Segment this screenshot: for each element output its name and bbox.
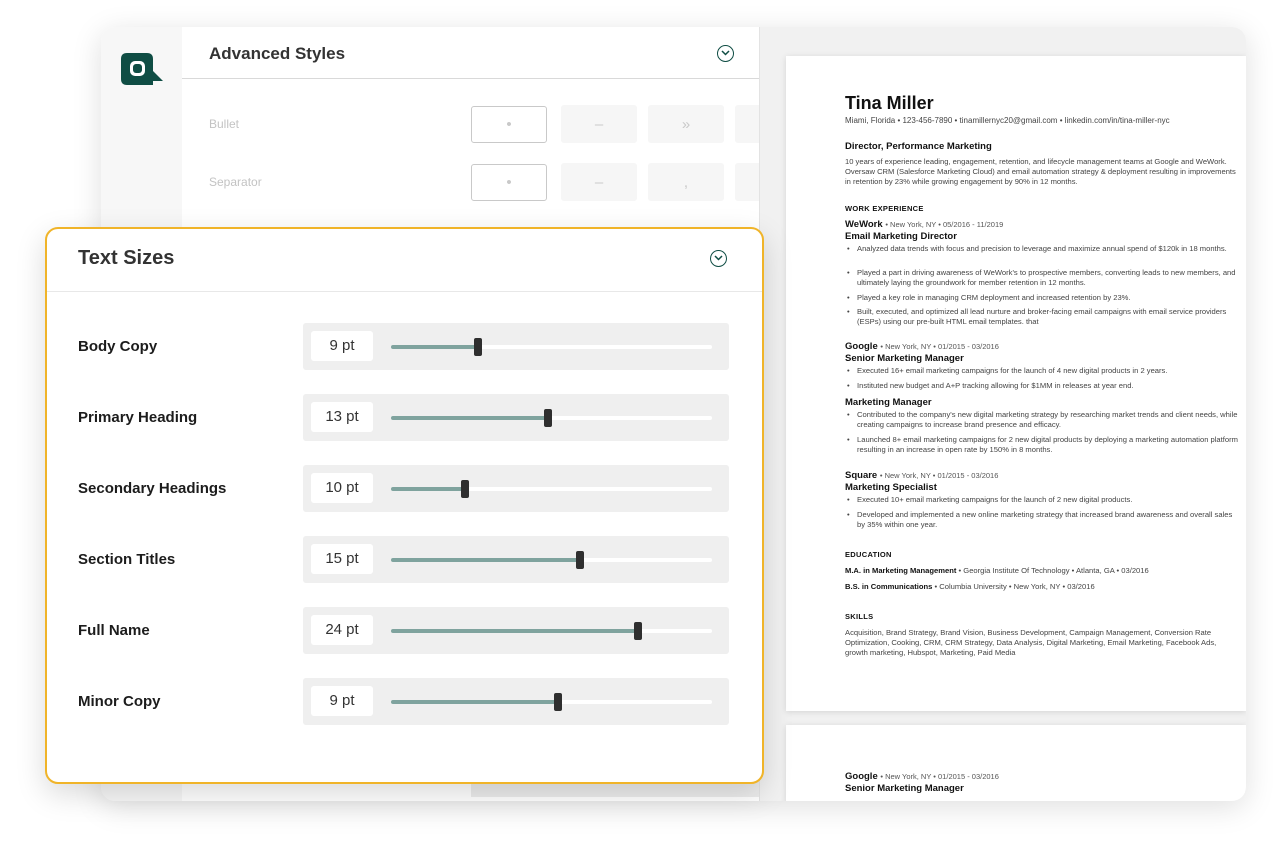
- advanced-styles-title: Advanced Styles: [209, 44, 346, 63]
- size-control: [303, 394, 729, 441]
- size-slider-thumb[interactable]: [544, 409, 552, 427]
- size-row-primary-heading: [47, 394, 762, 442]
- job-company: WeWork • New York, NY • 05/2016 - 11/2019: [845, 219, 1004, 230]
- separator-option-dash[interactable]: –: [561, 163, 637, 201]
- size-value-input[interactable]: 24 pt: [311, 615, 373, 645]
- job-bullet: • Contributed to the company's new digital marketing strategy by researching market trends and client needs, while creating campaigns to increase brand presence and efficacy.: [845, 410, 1239, 430]
- skills-list: Acquisition, Brand Strategy, Brand Vision, Business Development, Campaign Management, Conversion Rate Optimization, Cooking, CRM, CRM Strategy, Data Analysis, Digital Marketing, Email Marketing, Facebook Ads, growth marketing, Hubspot, Marketing, Paid Media: [845, 628, 1217, 657]
- size-row-secondary-headings: [47, 465, 762, 513]
- resume-headline: Director, Performance Marketing: [845, 141, 992, 152]
- job-bullet: • Analyzed data trends with focus and precision to leverage and maximize annual spend of $120k in 18 months.: [845, 244, 1239, 254]
- text-sizes-title: Text Sizes: [78, 247, 175, 269]
- size-row-section-titles: [47, 536, 762, 584]
- size-slider-fill: [391, 416, 548, 420]
- advanced-styles-header[interactable]: [182, 27, 759, 79]
- job-bullet: • Instituted new budget and A+P tracking allowing for $1MM in releases at year end.: [845, 381, 1239, 391]
- resume-page-2: [786, 725, 1246, 801]
- chevron-down-icon[interactable]: [717, 45, 734, 62]
- size-slider-thumb[interactable]: [576, 551, 584, 569]
- size-slider-track[interactable]: [391, 700, 712, 704]
- resume-page-1: [786, 56, 1246, 711]
- size-label: Primary Heading: [78, 409, 198, 426]
- job-bullet: • Played a key role in managing CRM deployment and increased retention by 23%.: [845, 293, 1239, 303]
- education-section-title: EDUCATION: [845, 550, 892, 559]
- size-slider-track[interactable]: [391, 629, 712, 633]
- size-row-minor-copy: [47, 678, 762, 726]
- size-slider-thumb[interactable]: [461, 480, 469, 498]
- separator-option-dot[interactable]: •: [471, 164, 547, 201]
- app-logo-icon[interactable]: [117, 49, 167, 91]
- size-label: Body Copy: [78, 338, 158, 355]
- size-value-input[interactable]: 9 pt: [311, 686, 373, 716]
- education-item: M.A. in Marketing Management • Georgia Institute Of Technology • Atlanta, GA • 03/2016: [845, 566, 1149, 575]
- job-company: Google • New York, NY • 01/2015 - 03/2016: [845, 341, 999, 352]
- job-role: Senior Marketing Manager: [845, 353, 964, 364]
- job-bullet: • Launched 8+ email marketing campaigns for 2 new digital products by deploying a marketing automation platform resulting in an increase in open rate by 150% in 8 months.: [845, 435, 1239, 455]
- size-control: [303, 323, 729, 370]
- resume-contact: Miami, Florida • 123-456-7890 • tinamillernyc20@gmail.com • linkedin.com/in/tina-miller-nyc: [845, 116, 1170, 125]
- size-slider-track[interactable]: [391, 558, 712, 562]
- bullet-label: Bullet: [209, 117, 240, 131]
- work-section-title: WORK EXPERIENCE: [845, 204, 924, 213]
- text-sizes-header[interactable]: [47, 229, 762, 292]
- size-control: [303, 536, 729, 583]
- size-slider-thumb[interactable]: [474, 338, 482, 356]
- job-bullet: • Executed 10+ email marketing campaigns for the launch of 2 new digital products.: [845, 495, 1239, 505]
- job-bullet: • Built, executed, and optimized all lead nurture and broker-facing email campaigns with email service providers (ESPs) using our pre-built HTML email templates. that: [845, 307, 1239, 327]
- size-slider-track[interactable]: [391, 345, 712, 349]
- chevron-down-icon[interactable]: [710, 250, 727, 267]
- size-slider-fill: [391, 558, 580, 562]
- size-slider-track[interactable]: [391, 487, 712, 491]
- resume-name: Tina Miller: [845, 93, 934, 113]
- size-label: Full Name: [78, 622, 150, 639]
- size-slider-fill: [391, 345, 478, 349]
- size-label: Minor Copy: [78, 693, 161, 710]
- size-slider-track[interactable]: [391, 416, 712, 420]
- size-row-body-copy: [47, 323, 762, 371]
- size-label: Section Titles: [78, 551, 176, 568]
- job-bullet: • Executed 16+ email marketing campaigns for the launch of 4 new digital products in 2 years.: [845, 366, 1239, 376]
- size-control: [303, 678, 729, 725]
- size-slider-fill: [391, 629, 638, 633]
- job-role: Email Marketing Director: [845, 231, 957, 242]
- bullet-option-chevrons[interactable]: »: [648, 105, 724, 143]
- size-value-input[interactable]: 10 pt: [311, 473, 373, 503]
- size-slider-fill: [391, 487, 465, 491]
- job-company: Square • New York, NY • 01/2015 - 03/2016: [845, 470, 999, 481]
- size-slider-fill: [391, 700, 558, 704]
- size-control: [303, 465, 729, 512]
- size-value-input[interactable]: 15 pt: [311, 544, 373, 574]
- size-row-full-name: [47, 607, 762, 655]
- size-slider-thumb[interactable]: [554, 693, 562, 711]
- bullet-option-dash[interactable]: –: [561, 105, 637, 143]
- job-role: Senior Marketing Manager: [845, 783, 964, 794]
- size-value-input[interactable]: 9 pt: [311, 331, 373, 361]
- size-value-input[interactable]: 13 pt: [311, 402, 373, 432]
- resume-summary: 10 years of experience leading, engagement, retention, and lifecycle management teams at Google and WeWork. Oversaw CRM (Salesforce Marketing Cloud) and email automation strategy & deployment resulting in improvements in retention by 23% while growing engagement by 90% in 12 months.: [845, 157, 1236, 186]
- separator-option-comma[interactable]: ,: [648, 163, 724, 201]
- separator-label: Separator: [209, 175, 262, 189]
- skills-section-title: SKILLS: [845, 612, 874, 621]
- size-label: Secondary Headings: [78, 480, 227, 497]
- size-control: [303, 607, 729, 654]
- job-bullet: • Developed and implemented a new online marketing strategy that increased brand awareness and overall sales by 35% within one year.: [845, 510, 1239, 530]
- job-role: Marketing Specialist: [845, 482, 937, 493]
- resume-preview: [760, 27, 1246, 801]
- text-sizes-panel: [45, 227, 764, 784]
- education-item: B.S. in Communications • Columbia University • New York, NY • 03/2016: [845, 582, 1095, 591]
- job-company: Google • New York, NY • 01/2015 - 03/2016: [845, 771, 999, 782]
- size-slider-thumb[interactable]: [634, 622, 642, 640]
- job-bullet: • Played a part in driving awareness of WeWork's to prospective members, converting leads to new members, and ultimately laying the groundwork for member retention in 12 months.: [845, 268, 1239, 288]
- bullet-option-dot[interactable]: •: [471, 106, 547, 143]
- job-role: Marketing Manager: [845, 397, 932, 408]
